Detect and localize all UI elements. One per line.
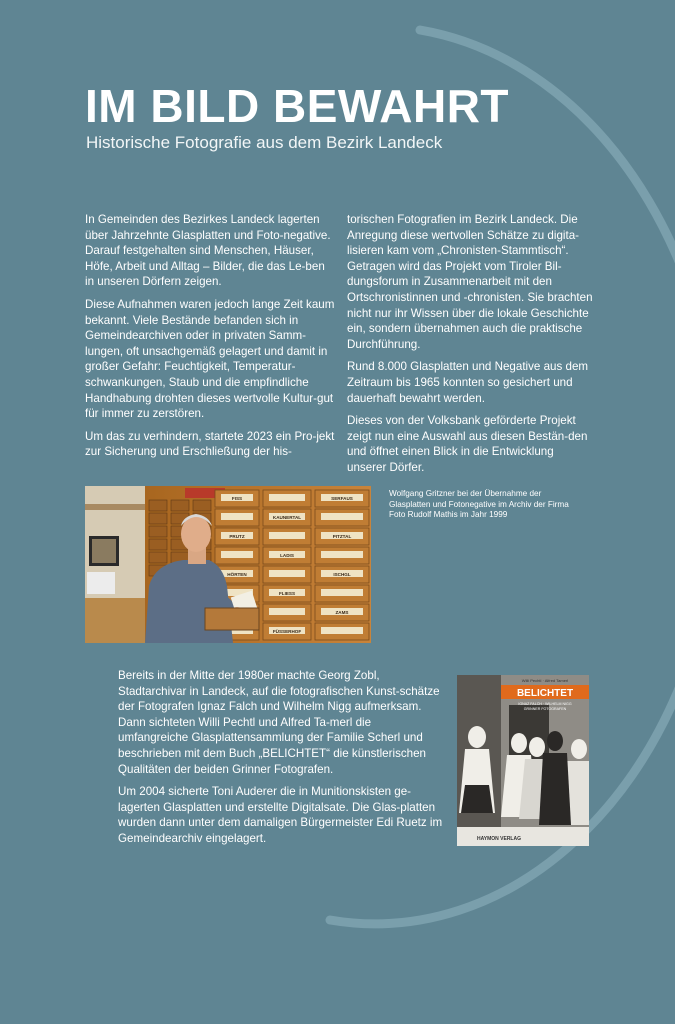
drawer-label-text: FISS [231,496,243,501]
drawer-label-card [221,513,253,520]
book-authors: Willi Pechtl · Alfred Tamerl [521,678,569,683]
paragraph: Um das zu verhindern, startete 2023 ein Pro-jekt zur Sicherung und Erschließung der his- [85,429,335,459]
page-title: IM BILD BEWAHRT [85,80,510,132]
paragraph: In Gemeinden des Bezirkes Landeck lagerten über Jahrzehnte Glasplatten und Foto-negative. [85,213,331,242]
book-subtitle: IGNAZ FALCH · WILHELM NIGG [518,702,572,706]
text-column-right [347,212,593,483]
drawer [149,552,167,563]
book-title: BELICHTET [516,688,574,699]
book-publisher: HAYMON VERLAG [477,836,521,842]
drawer-label-text: PRUTZ [229,534,245,539]
drawer [149,513,167,524]
paragraph: Bereits in der Mitte der 1980er machte Georg Zobl, Stadtarchivar in Landeck, auf die fotografischen Kunst-schätze der Fotografen Ignaz Falch und Wilhelm Nigg aufmerksam. Dann sichteten Willi Pechtl und Alfred Ta-merl die umfangreiche Glasplattensammlung der Familie Scherl und beschrieben mit dem Buch „BELICHTET“ die künstlerischen Qualitäten der beiden Grinner Fotografen. [118,669,440,776]
book-subtitle-2: GRINNER FOTOGRAFEN [523,707,567,711]
drawer [149,500,167,511]
drawer-label-text: ISCHGL [333,572,351,577]
paragraph: Rund 8.000 Glasplatten und Negative aus dem Zeitraum bis 1965 konnten so gesichert und dauerhaft bewahrt werden. [347,360,589,405]
drawer-label-text: PITZTAL [332,534,352,539]
page-subtitle: Historische Fotografie aus dem Bezirk Landeck [86,133,443,152]
photo-caption: Wolfgang Gritzner bei der Übernahme der Glasplatten und Fotonegative im Archiv der Firma Foto Rudolf Mathis im Jahr 1999 [389,489,569,520]
drawer-label-card [321,589,363,596]
drawer-label-text: ZAMS [335,610,349,615]
drawer-label-text: FLIESS [278,591,296,596]
paragraph: Dieses von der Volksbank geförderte Projekt zeigt nun eine Auswahl aus diesen Bestän-den und öffnet einen Blick in die Entwicklung unserer Dörfer. [347,414,588,474]
drawer-label-card [221,551,253,558]
text-column-bottom [118,668,444,854]
drawer [149,539,167,550]
drawer-label-text: FÜSSERHOF [272,629,302,634]
paragraph: Darauf festgehalten sind Menschen, Häuser, Höfe, Arbeit und Alltag – Bilder, die das Le-ben in unseren Dörfern zeigen. [85,244,325,289]
drawer-label-card [269,570,305,577]
drawer-label-text: SERFAUS [331,496,353,501]
drawer-label-card [269,532,305,539]
book-cover-belichtet [457,675,589,846]
drawer-label-card [321,513,363,520]
drawer-label-text: KAUNERTAL [272,515,302,520]
drawer-label-card [269,494,305,501]
drawer-label-card [269,608,305,615]
drawer-label-text: LADIS [280,553,294,558]
paragraph: torischen Fotografien im Bezirk Landeck. Die Anregung diese wertvollen Schätze zu digita-lisieren kam vom „Chronisten-Stammtisch“. Getragen wird das Projekt vom Tiroler Bil-dungsforum in Zusammenarbeit mit den Ortschronistinnen und -chronisten. Sie brachten nicht nur ihr Wissen über die lokale Geschichte ein, sondern übernahmen auch die praktische Durchführung. [347,213,593,351]
drawer [171,500,189,511]
paragraph: Um 2004 sicherte Toni Auderer die in Munitionskisten ge-lagerten Glasplatten und erstellte Digitalsate. Die Glas-platten wurden dann unter dem damaligen Bürgermeister Edi Ruetz im Gemeindearchiv eingelagert. [118,785,443,845]
paragraph: Diese Aufnahmen waren jedoch lange Zeit kaum bekannt. Viele Bestände befanden sich in Gemeindearchiven oder in privaten Samm-lungen, oft unsachgemäß gelagert und damit in großer Gefahr: Feuchtigkeit, Temperatur-schwankungen, Staub und die empfindliche Handhabung drohten dieses wertvolle Kultur-gut für immer zu zerstören. [85,297,335,421]
drawer [193,500,211,511]
drawer-label-text: HÖRTEN [227,572,247,577]
drawer-label-card [321,551,363,558]
drawer [149,526,167,537]
archive-photo [85,486,371,643]
text-column-left [85,212,335,467]
drawer-label-card [321,627,363,634]
